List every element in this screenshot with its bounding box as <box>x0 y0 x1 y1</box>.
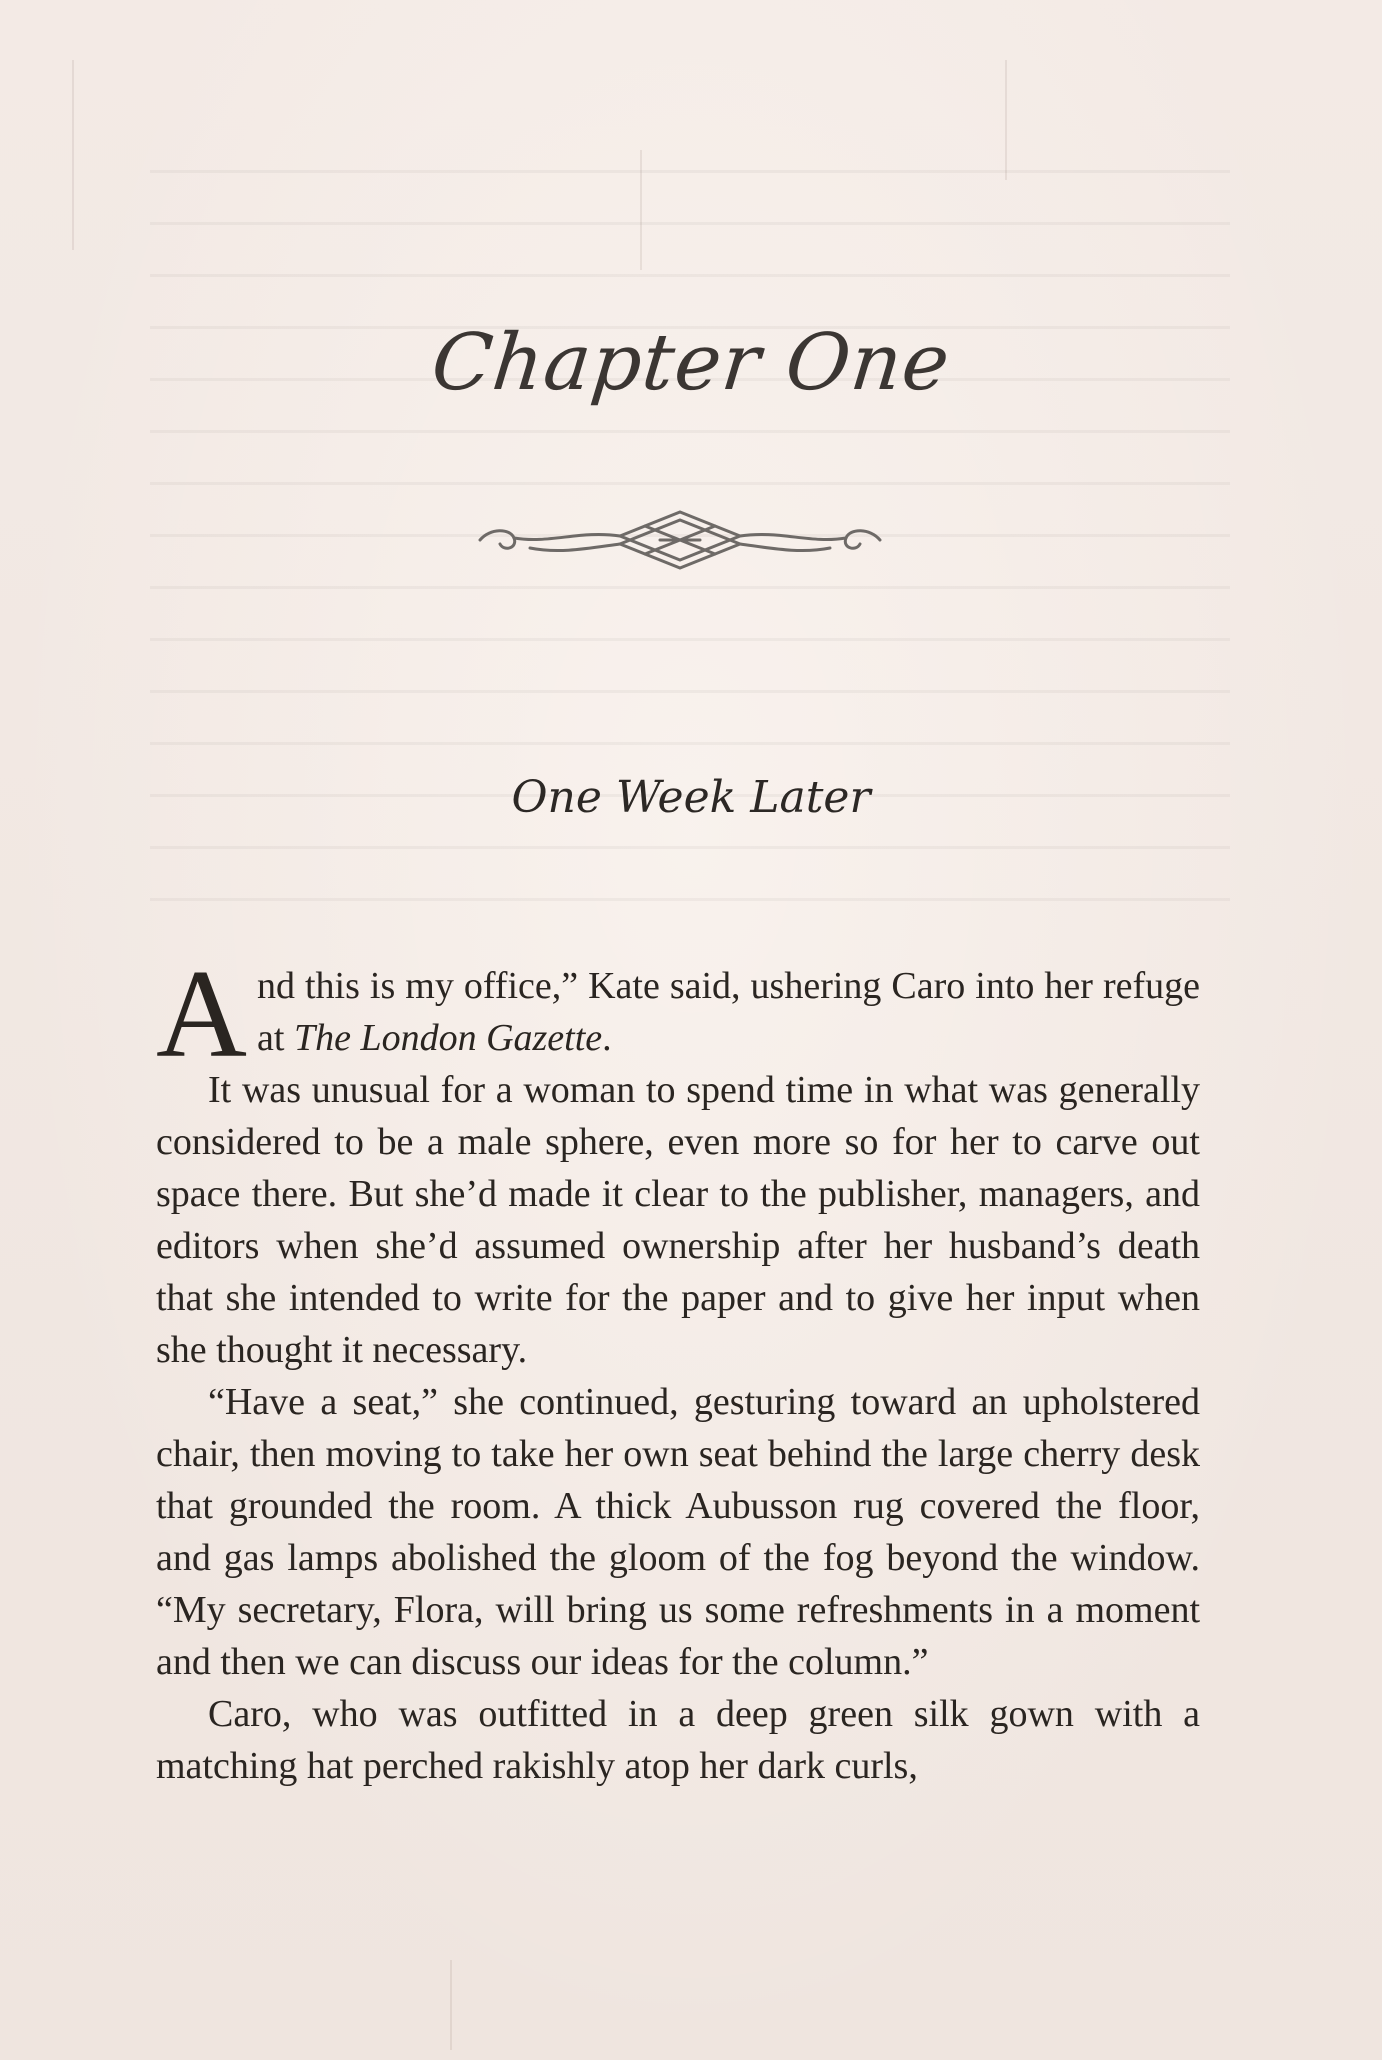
paragraph: It was unusual for a woman to spend time in what was generally considered to be a male sphere, even more so for her to carve out space there. But she’d made it clear to the publisher, managers, and editors when she’d assumed ownership after her husband’s death that she intended to write for the paper and to give her input when she thought it necessary. <box>156 1069 1200 1371</box>
newspaper-title: The London Gazette <box>293 1017 603 1059</box>
page-crease <box>450 1960 452 2050</box>
paragraph: “Have a seat,” she continued, gesturing toward an upholstered chair, then moving to take her own seat behind the large cherry desk that grounded the room. A thick Aubusson rug covered the floor, and gas lamps abolished the gloom of the fog beyond the window. “My secretary, Flora, will bring us some refreshments in a moment and then we can discuss our ideas for the column.” <box>156 1381 1200 1683</box>
paragraph: Caro, who was outfitted in a deep green silk gown with a matching hat perched rakishly atop her dark curls, <box>156 1693 1200 1787</box>
page-crease <box>1005 60 1007 180</box>
drop-cap: A <box>156 945 247 1084</box>
scroll-knot-ornament-icon <box>470 500 890 580</box>
page-crease <box>640 150 642 270</box>
paragraph-text: . <box>602 1017 612 1059</box>
paragraph-text: nd this is my office,” Kate said, ushering Caro into her refuge at <box>257 965 1200 1059</box>
paragraph <box>156 945 1200 1084</box>
page-crease <box>72 60 74 250</box>
chapter-body <box>156 945 1200 1792</box>
chapter-title: Chapter One <box>427 318 955 408</box>
chapter-subtitle: One Week Later <box>511 772 871 823</box>
